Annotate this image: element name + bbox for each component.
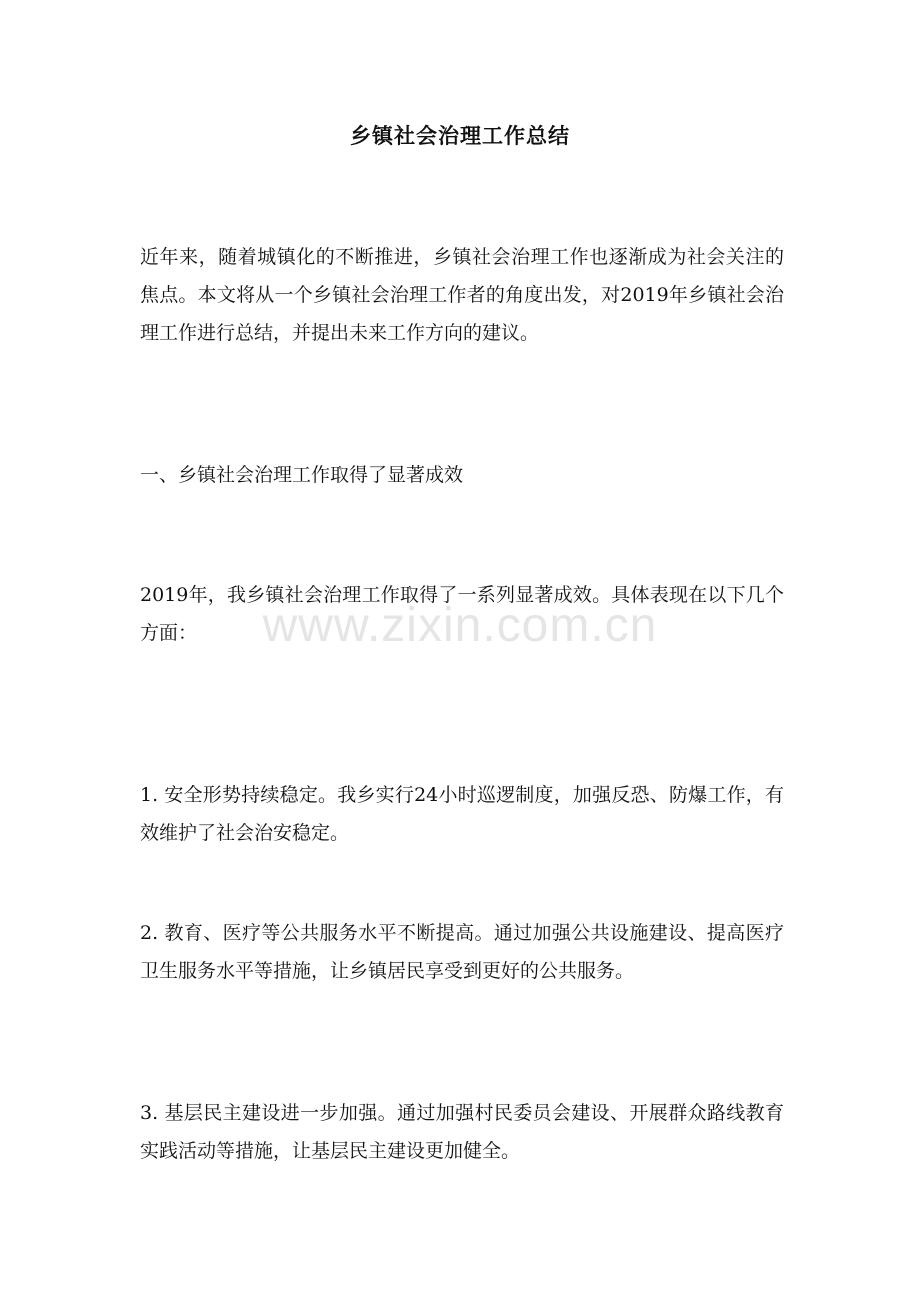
watermark: www.zixin.com.cn	[262, 599, 658, 652]
section-body-paragraph: 2019年，我乡镇社会治理工作取得了一系列显著成效。具体表现在以下几个方面：	[140, 584, 784, 644]
intro-paragraph: 近年来，随着城镇化的不断推进，乡镇社会治理工作也逐渐成为社会关注的焦点。本文将从一个乡镇社会治理工作者的角度出发，对2019年乡镇社会治理工作进行总结，并提出未来工作方向的建议。	[140, 246, 784, 344]
list-item: 1. 安全形势持续稳定。我乡实行24小时巡逻制度，加强反恐、防爆工作，有效维护了社会治安稳定。	[140, 784, 784, 844]
list-item: 3. 基层民主建设进一步加强。通过加强村民委员会建设、开展群众路线教育实践活动等措施，让基层民主建设更加健全。	[140, 1102, 784, 1162]
document-title: 乡镇社会治理工作总结	[350, 123, 570, 148]
list-item: 2. 教育、医疗等公共服务水平不断提高。通过加强公共设施建设、提高医疗卫生服务水平等措施，让乡镇居民享受到更好的公共服务。	[140, 922, 784, 982]
section-heading: 一、乡镇社会治理工作取得了显著成效	[140, 464, 464, 486]
